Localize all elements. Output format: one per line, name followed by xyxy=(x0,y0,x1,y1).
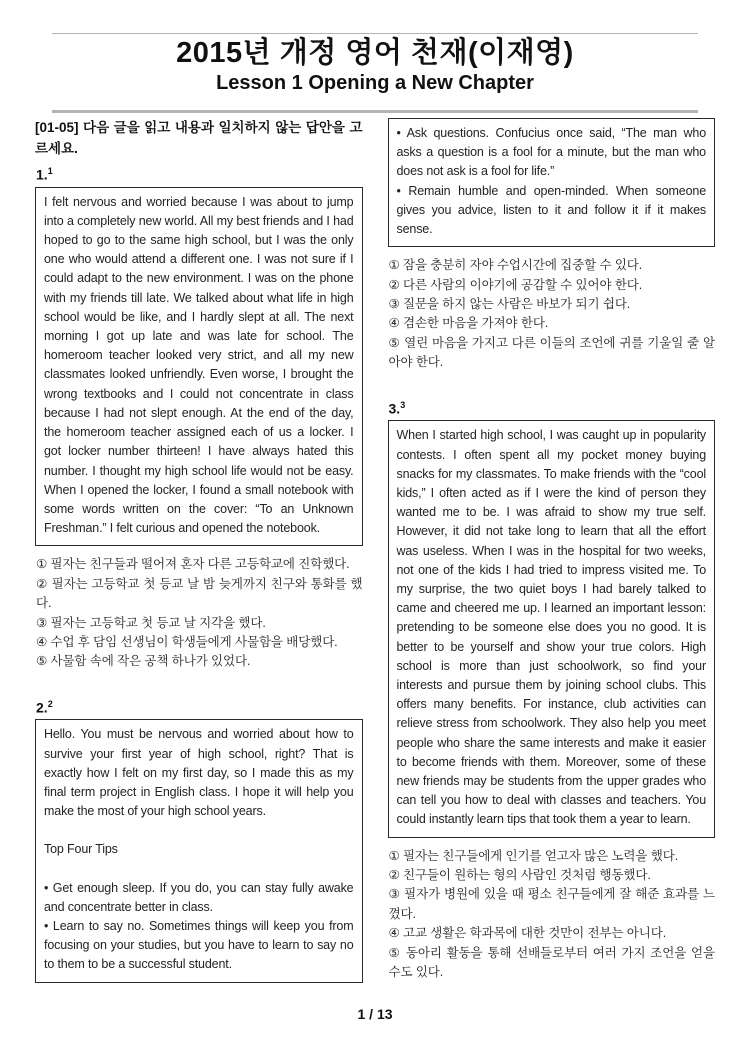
question-2-tip-4: • Remain humble and open-minded. When someone gives you advice, listen to it and follow it if it makes sense. xyxy=(396,183,706,237)
question-1-label xyxy=(36,163,363,184)
question-2-superscript: 2 xyxy=(47,698,53,709)
page-indicator: 1 / 13 xyxy=(357,1006,393,1022)
page-subtitle: Lesson 1 Opening a New Chapter xyxy=(216,72,534,94)
question-2-passage-intro: Hello. You must be nervous and worried about how to survive your first year of high school, right? That is exactly how I felt on my first day, so I made this as my final term project in English class. I hope it will help you make the most of your high school years. xyxy=(44,727,354,819)
question-2-label xyxy=(36,696,363,717)
question-1-passage-text: I felt nervous and worried because I was about to jump into a completely new world. All my best friends and I had hoped to go to the same high school, but I was the only one who would attend a different one. I was not sure if I could adapt to the new environment. I was on the phone with my friends till late. We talked about what life in high school would be like, and I hardly slept at all. The next morning I got up late and was late for school. The homeroom teacher looked very strict, and all my new classmates looked unfriendly. Even worse, I brought the wrong textbooks and I could not concentrate in class because I had not slept enough. At the end of the day, the homeroom teacher assigned each of us a locker. I got locker number thirteen! I have always hated this number. I thought my high school life would not be easy. When I opened the locker, I found a small notebook with some words written on the cover: “To an Unknown Freshman.” I felt curious and opened the notebook. xyxy=(44,194,354,536)
question-1-passage-box xyxy=(35,187,363,547)
question-3-options xyxy=(389,847,716,983)
question-1-option-2: ② 필자는 고등학교 첫 등교 날 밤 늦게까지 친구와 통화를 했다. xyxy=(36,576,363,611)
question-1-option-1: ① 필자는 친구들과 떨어져 혼자 다른 고등학교에 진학했다. xyxy=(36,557,350,572)
question-2-passage-box-right xyxy=(388,118,716,247)
question-2-tip-1: • Get enough sleep. If you do, you can stay fully awake and concentrate better in class. xyxy=(44,880,354,914)
question-2-option-1: ① 잠을 충분히 자야 수업시간에 집중할 수 있다. xyxy=(388,258,643,273)
question-3-option-3: ③ 필자가 병원에 있을 때 평소 친구들에게 잘 해준 효과를 느꼈다. xyxy=(388,887,715,921)
question-1-number: 1. xyxy=(36,166,48,183)
document-header xyxy=(0,36,750,96)
instruction-text: [01-05] 다음 글을 읽고 내용과 일치하지 않는 답안을 고르세요. xyxy=(35,120,363,156)
question-3-option-1: ① 필자는 친구들에게 인기를 얻고자 많은 노력을 했다. xyxy=(388,848,679,863)
page-title: 2015년 개정 영어 천재(이재영) xyxy=(176,37,574,69)
question-2-options xyxy=(389,256,716,372)
question-2-tips-heading: Top Four Tips xyxy=(44,842,118,857)
question-2-tip-3: • Ask questions. Confucius once said, “The man who asks a question is a fool for a minute, but the man who does not ask is a fool for life.” xyxy=(396,126,706,179)
two-column-body xyxy=(35,118,715,983)
question-1-superscript: 1 xyxy=(47,166,53,176)
question-3-superscript: 3 xyxy=(400,399,406,410)
question-3-option-2: ② 친구들이 원하는 형의 사람인 것처럼 행동했다. xyxy=(388,867,651,882)
right-column xyxy=(388,118,716,982)
question-1-option-5: ⑤ 사물함 속에 작은 공책 하나가 있었다. xyxy=(36,654,251,669)
left-column xyxy=(35,118,363,983)
header-top-rule xyxy=(52,33,698,34)
question-3-number: 3. xyxy=(388,400,401,417)
question-3-passage-box xyxy=(388,420,716,837)
question-2-tip-2: • Learn to say no. Sometimes things will keep you from focusing on your studies, but you have to learn to say no to them to be a successful student. xyxy=(44,919,354,972)
question-2-number: 2. xyxy=(36,699,48,716)
question-2-passage-box-left xyxy=(35,719,363,982)
question-2-option-4: ④ 겸손한 마음을 가져야 한다. xyxy=(388,316,549,331)
question-3-passage-text: When I started high school, I was caught up in popularity contests. I often spent all my pocket money buying snacks for my classmates. To make friends with the “cool kids,” I often acted as if I were the kind of person they wanted me to be. I was afraid to show my true self. However, it did not take long to learn that all the effort was useless. When I was in the hospital for two weeks, not one of the kids I had tried to impress visited me. To my surprise, the two quiet boys I had barely talked to came and cheered me up. I learned an important lesson: pretending to be someone else does you no good. It is better to be yourself and show your true colors. High school is more than just schoolwork, so find your interests and pursue them by joining school clubs. This offers many benefits. For instance, club activities can relieve stress from schoolwork. They also help you meet people who share the same interests and make it easier to become friends with them. Moreover, some of these new friends may be students from the upper grades who can tell you how to deal with classes and teachers. You could instantly learn tips that took them a year to learn. xyxy=(396,428,706,827)
question-2-option-5: ⑤ 열린 마음을 가지고 다른 이들의 조언에 귀를 기울일 줄 알아야 한다. xyxy=(388,335,715,370)
header-bottom-rule xyxy=(52,110,698,113)
question-3-option-4: ④ 고교 생활은 학과목에 대한 것만이 전부는 아니다. xyxy=(388,926,667,941)
question-3-label xyxy=(389,397,716,418)
question-3-option-5: ⑤ 동아리 활동을 통해 선배들로부터 여러 가지 조언을 얻을 수도 있다. xyxy=(388,945,715,980)
question-1-options xyxy=(36,555,363,671)
question-1-option-4: ④ 수업 후 담임 선생님이 학생들에게 사물함을 배당했다. xyxy=(36,634,338,649)
question-2-option-2: ② 다른 사람의 이야기에 공감할 수 있어야 한다. xyxy=(388,277,643,292)
question-2-option-3: ③ 질문을 하지 않는 사람은 바보가 되기 쉽다. xyxy=(388,297,631,312)
question-1-option-3: ③ 필자는 고등학교 첫 등교 날 지각을 했다. xyxy=(36,615,266,630)
